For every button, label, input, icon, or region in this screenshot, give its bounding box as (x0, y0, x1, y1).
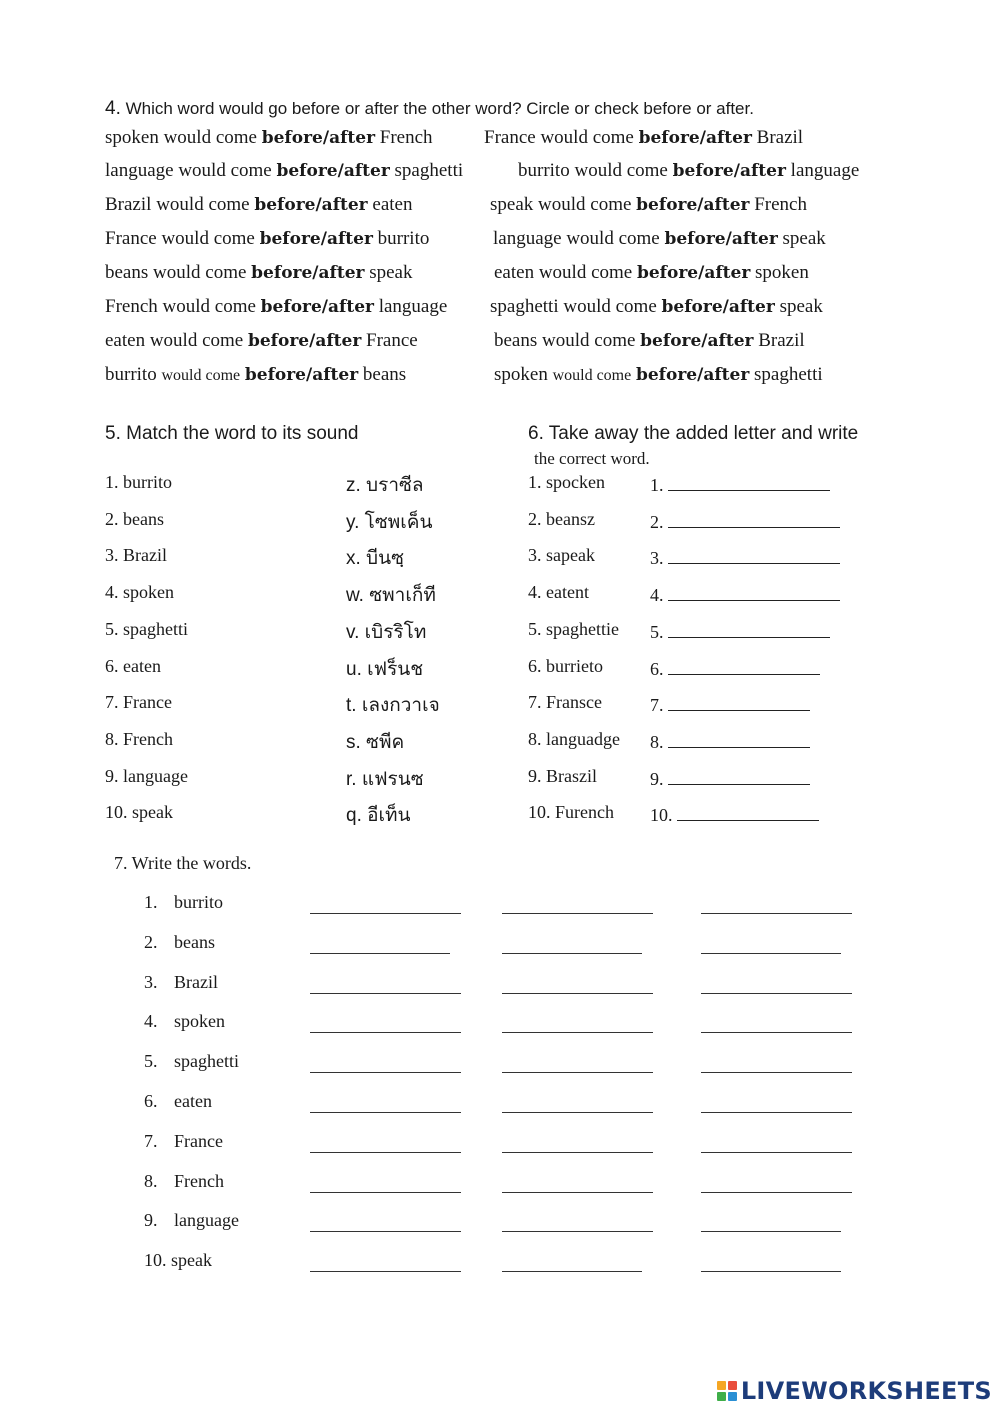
statement-would-come: would come (153, 262, 247, 283)
statement-6-right (490, 296, 823, 318)
statement-word-b: eaten (372, 194, 413, 215)
write-word: beans (174, 931, 215, 952)
misspelled-word: 10. Furench (528, 802, 614, 823)
statement-7-right (494, 330, 805, 352)
write-number: 6. (144, 1091, 158, 1111)
statement-word-a: language (493, 228, 562, 249)
answer-line (650, 802, 819, 826)
write-blank-input[interactable] (701, 913, 852, 914)
match-sound[interactable]: y. โซพเค็น (346, 511, 433, 533)
write-blank-input[interactable] (502, 1032, 653, 1033)
answer-line (650, 545, 840, 569)
statement-word-a: spoken (105, 127, 159, 148)
answer-blank-input[interactable] (677, 802, 819, 821)
write-word: burrito (174, 892, 223, 912)
write-blank-input[interactable] (701, 1152, 852, 1153)
logo-square-4 (728, 1392, 737, 1401)
statement-word-a: France (105, 228, 157, 249)
statement-2-right (518, 160, 859, 182)
misspelled-word: 2. beansz (528, 508, 595, 529)
write-blank-input[interactable] (701, 1192, 852, 1193)
statement-word-b: spaghetti (754, 364, 823, 385)
before-after-choice[interactable]: before/after (244, 365, 359, 385)
statement-word-a: beans (105, 262, 149, 283)
statement-would-come: would come (162, 296, 256, 317)
answer-line (650, 729, 810, 753)
statement-7-left (105, 330, 418, 352)
statement-word-a: spaghetti (490, 296, 559, 317)
answer-line (650, 509, 840, 533)
statement-would-come: would come (566, 228, 660, 249)
write-word: spaghetti (174, 1051, 239, 1072)
statement-would-come: would come (540, 127, 634, 148)
write-blank-input[interactable] (701, 993, 852, 994)
section-4-instruction-text: Which word would go before or after the other word? Circle or check before or after. (125, 99, 754, 118)
write-number: 4. (144, 1011, 158, 1032)
statement-word-a: burrito (105, 364, 157, 385)
write-blank-input[interactable] (502, 1152, 653, 1153)
write-word: speak (171, 1250, 212, 1271)
match-word: 3. Brazil (105, 545, 167, 566)
before-after-choice[interactable]: before/after (636, 195, 750, 215)
statement-word-b: language (378, 296, 448, 317)
statement-word-a: language (105, 160, 174, 181)
answer-number: 2. (650, 511, 664, 532)
statement-word-a: beans (494, 330, 538, 351)
before-after-choice[interactable]: before/after (661, 297, 775, 317)
write-blank-input[interactable] (701, 1231, 841, 1232)
answer-line (650, 656, 820, 680)
section-4-instruction (105, 98, 754, 120)
match-word: 8. French (105, 728, 173, 749)
write-blank-input[interactable] (310, 1112, 461, 1113)
write-blank-input[interactable] (310, 1231, 461, 1232)
write-blank-input[interactable] (502, 1112, 653, 1113)
logo-square-1 (717, 1381, 726, 1390)
match-word: 4. spoken (105, 582, 174, 603)
statement-would-come: would come (163, 127, 257, 148)
write-word: eaten (174, 1091, 212, 1111)
write-blank-input[interactable] (310, 1032, 461, 1033)
match-word: 5. spaghetti (105, 618, 188, 639)
statement-word-a: spoken (494, 364, 548, 385)
answer-number: 1. (650, 475, 664, 495)
statement-would-come: would come (161, 228, 255, 249)
write-number: 2. (144, 931, 158, 952)
write-blank-input[interactable] (502, 1072, 653, 1073)
write-word: Brazil (174, 971, 218, 992)
write-blank-input[interactable] (310, 1152, 461, 1153)
match-sound[interactable]: q. อีเท็น (346, 805, 411, 827)
statement-would-come: would come (161, 367, 241, 384)
statement-would-come: would come (552, 367, 632, 384)
section-6-title: 6. Take away the added letter and write (528, 423, 859, 444)
answer-blank-input[interactable] (668, 582, 840, 601)
write-blank-input[interactable] (701, 953, 841, 954)
statement-word-b: speak (782, 228, 826, 249)
write-word: France (174, 1130, 223, 1151)
before-after-choice[interactable]: before/after (260, 297, 374, 317)
before-after-choice[interactable]: before/after (664, 229, 778, 249)
section-6-subtitle: the correct word. (534, 449, 650, 468)
misspelled-word: 8. languadge (528, 728, 620, 749)
answer-blank-input[interactable] (668, 729, 810, 748)
match-sound[interactable]: t. เลงกวาเจ (346, 695, 440, 717)
before-after-choice[interactable]: before/after (261, 128, 376, 148)
statement-would-come: would come (156, 194, 250, 215)
statement-1-right (484, 127, 803, 149)
write-word: language (174, 1210, 239, 1231)
statement-4-right (493, 228, 826, 250)
match-sound[interactable]: s. ซพีค (346, 731, 405, 753)
statement-word-b: France (366, 330, 418, 351)
misspelled-word: 7. Fransce (528, 692, 602, 713)
statement-word-a: French (105, 296, 158, 317)
before-after-choice[interactable]: before/after (636, 263, 751, 283)
before-after-choice[interactable]: before/after (672, 161, 786, 181)
answer-number: 4. (650, 585, 664, 606)
before-after-choice[interactable]: before/after (276, 161, 390, 181)
misspelled-word: 1. spocken (528, 472, 605, 492)
write-number: 10. (144, 1250, 167, 1271)
statement-6-left (105, 296, 447, 318)
write-word: spoken (174, 1011, 225, 1032)
statement-3-left (105, 194, 412, 216)
before-after-choice[interactable]: before/after (635, 365, 750, 385)
statement-word-a: Brazil (105, 194, 152, 215)
answer-number: 9. (650, 768, 664, 789)
statement-would-come: would come (538, 194, 632, 215)
before-after-choice[interactable]: before/after (259, 229, 373, 249)
answer-blank-input[interactable] (668, 472, 830, 491)
write-blank-input[interactable] (502, 1231, 653, 1232)
statement-word-a: speak (490, 194, 534, 215)
match-word: 10. speak (105, 802, 173, 823)
write-blank-input[interactable] (502, 913, 653, 914)
statement-word-a: burrito (518, 160, 570, 181)
logo-square-3 (717, 1392, 726, 1401)
write-row-10 (144, 1250, 212, 1271)
write-blank-input[interactable] (310, 953, 450, 954)
write-number: 1. (144, 892, 158, 912)
write-number: 3. (144, 971, 158, 992)
statement-would-come: would come (538, 262, 633, 283)
before-after-choice[interactable]: before/after (640, 331, 754, 351)
statement-5-left (105, 262, 412, 284)
misspelled-word: 3. sapeak (528, 545, 595, 566)
answer-line (650, 619, 830, 643)
logo-text: LIVEWORKSHEETS (740, 1377, 992, 1405)
statement-1-left (105, 127, 433, 149)
match-sound[interactable]: x. บีนซฺ (346, 548, 405, 570)
section-5-title: 5. Match the word to its sound (105, 423, 359, 444)
statement-word-b: Brazil (756, 127, 804, 148)
misspelled-word: 9. Braszil (528, 765, 597, 786)
logo-square-2 (728, 1381, 737, 1390)
answer-number: 5. (650, 621, 664, 642)
match-word: 2. beans (105, 508, 164, 529)
write-blank-input[interactable] (502, 1192, 653, 1193)
answer-number: 10. (650, 805, 673, 826)
statement-4-left (105, 228, 429, 250)
statement-word-b: speak (779, 296, 823, 317)
misspelled-word: 6. burrieto (528, 655, 603, 676)
write-blank-input[interactable] (701, 1271, 841, 1272)
write-blank-input[interactable] (310, 1271, 461, 1272)
section-4-number: 4. (105, 98, 121, 119)
statement-word-a: eaten (494, 262, 535, 283)
match-sound[interactable]: r. แฟรนซ (346, 768, 424, 790)
write-blank-input[interactable] (701, 1072, 852, 1073)
statement-2-left (105, 160, 463, 182)
match-sound[interactable]: w. ซพาเก็ที (346, 585, 436, 607)
write-number: 9. (144, 1210, 158, 1231)
answer-number: 7. (650, 695, 664, 716)
answer-blank-input[interactable] (668, 545, 840, 564)
answer-line (650, 692, 810, 716)
misspelled-word: 5. spaghettie (528, 618, 619, 639)
misspelled-word: 4. eatent (528, 582, 589, 603)
before-after-choice[interactable]: before/after (247, 331, 362, 351)
statement-would-come: would come (542, 330, 636, 351)
match-sound[interactable]: u. เฟร็นช (346, 658, 424, 680)
write-blank-input[interactable] (701, 1032, 852, 1033)
before-after-choice[interactable]: before/after (638, 128, 752, 148)
match-word: 6. eaten (105, 655, 161, 676)
write-blank-input[interactable] (701, 1112, 852, 1113)
write-blank-input[interactable] (310, 993, 461, 994)
match-sound[interactable]: z. บราซีล (346, 475, 424, 496)
statement-word-a: eaten (105, 330, 146, 351)
write-number: 7. (144, 1130, 158, 1151)
write-blank-input[interactable] (502, 1271, 642, 1272)
answer-blank-input[interactable] (668, 766, 810, 785)
answer-number: 3. (650, 548, 664, 569)
match-word: 9. language (105, 765, 188, 786)
write-blank-input[interactable] (310, 1192, 461, 1193)
answer-blank-input[interactable] (668, 619, 830, 638)
answer-number: 6. (650, 658, 664, 679)
write-blank-input[interactable] (310, 913, 461, 914)
before-after-choice[interactable]: before/after (254, 195, 368, 215)
statement-word-b: Brazil (758, 330, 805, 351)
answer-line (650, 582, 840, 606)
write-blank-input[interactable] (502, 993, 653, 994)
statement-word-a: France (484, 127, 536, 148)
write-blank-input[interactable] (502, 953, 642, 954)
statement-word-b: French (379, 127, 433, 148)
statement-8-left (105, 364, 406, 386)
statement-would-come: would come (563, 296, 657, 317)
statement-would-come: would come (574, 160, 668, 181)
statement-8-right (494, 364, 823, 386)
answer-line (650, 472, 830, 496)
before-after-choice[interactable]: before/after (251, 263, 365, 283)
match-word: 1. burrito (105, 472, 172, 492)
answer-blank-input[interactable] (668, 692, 810, 711)
statement-word-b: beans (362, 364, 407, 385)
statement-word-b: burrito (377, 228, 430, 249)
write-blank-input[interactable] (310, 1072, 461, 1073)
statement-5-right (494, 262, 809, 284)
write-number: 5. (144, 1051, 158, 1072)
statement-would-come: would come (149, 330, 244, 351)
statement-would-come: would come (178, 160, 272, 181)
write-word: French (174, 1170, 224, 1191)
answer-line (650, 766, 810, 790)
match-sound[interactable]: v. เบิรริโท (346, 621, 427, 643)
statement-word-b: language (790, 160, 860, 181)
statement-3-right (490, 194, 807, 216)
answer-number: 8. (650, 731, 664, 752)
statement-word-b: spoken (755, 262, 809, 283)
liveworksheets-logo (717, 1377, 992, 1405)
logo-mark-icon (717, 1381, 737, 1401)
section-7-title: 7. Write the words. (114, 853, 252, 873)
statement-word-b: French (754, 194, 807, 215)
answer-blank-input[interactable] (668, 509, 840, 528)
statement-word-b: speak (369, 262, 413, 283)
match-word: 7. France (105, 692, 172, 713)
statement-word-b: spaghetti (394, 160, 464, 181)
answer-blank-input[interactable] (668, 656, 820, 675)
write-number: 8. (144, 1170, 158, 1191)
